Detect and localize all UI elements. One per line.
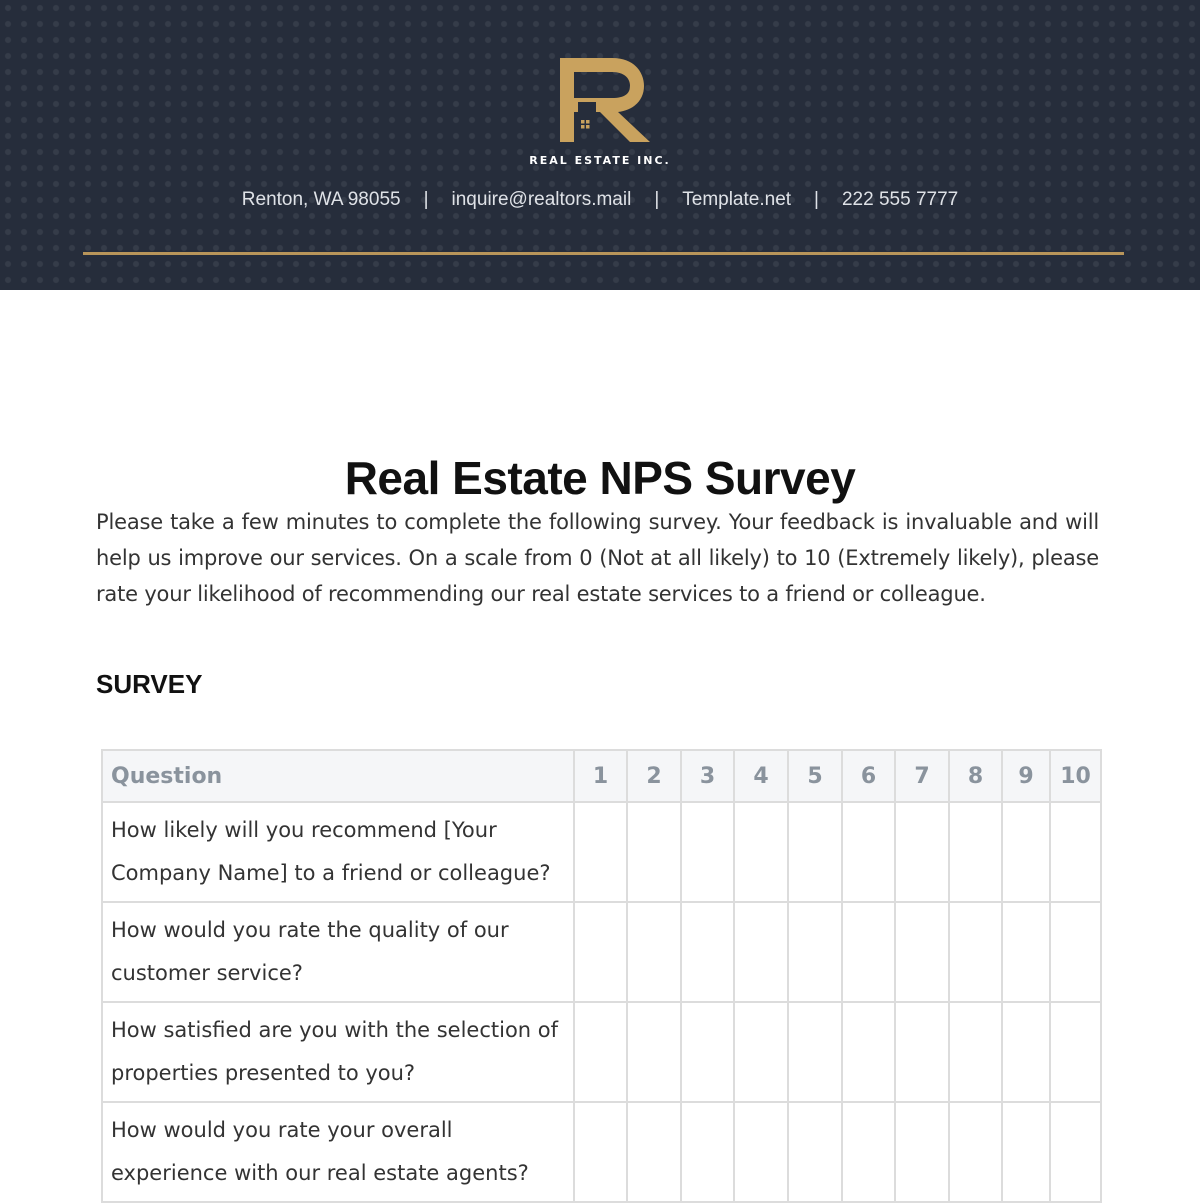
- score-header: 9: [1002, 750, 1050, 802]
- rating-cell[interactable]: [1002, 1102, 1050, 1202]
- score-header: 5: [788, 750, 842, 802]
- intro-paragraph: Please take a few minutes to complete the following survey. Your feedback is invaluable and will help us improve our services. On a scale from 0 (Not at all likely) to 10 (Extremely likely), please rate your likelihood of recommending our real estate services to a friend or colleague.: [96, 510, 1099, 606]
- rating-cell[interactable]: [949, 902, 1002, 1002]
- address-text: Renton, WA 98055: [241, 189, 401, 210]
- question-column-header: Question: [102, 750, 574, 802]
- score-header: 4: [734, 750, 788, 802]
- separator: |: [814, 189, 819, 210]
- rating-cell[interactable]: [842, 802, 895, 902]
- rating-cell[interactable]: [788, 802, 842, 902]
- rating-cell[interactable]: [734, 1002, 788, 1102]
- rating-cell[interactable]: [627, 802, 681, 902]
- rating-cell[interactable]: [681, 902, 734, 1002]
- rating-cell[interactable]: [895, 1102, 949, 1202]
- rating-cell[interactable]: [734, 902, 788, 1002]
- rating-cell[interactable]: [734, 802, 788, 902]
- score-header: 6: [842, 750, 895, 802]
- page-header: [0, 0, 1200, 290]
- rating-cell[interactable]: [1050, 902, 1101, 1002]
- rating-cell[interactable]: [627, 1102, 681, 1202]
- question-text: How satisfied are you with the selection of properties presented to you?: [102, 1002, 574, 1102]
- page-title: Real Estate NPS Survey: [344, 451, 856, 504]
- rating-cell[interactable]: [949, 1102, 1002, 1202]
- contact-info: [0, 186, 1200, 214]
- rating-cell[interactable]: [895, 802, 949, 902]
- table-header-row: [102, 750, 1101, 802]
- rating-cell[interactable]: [681, 1002, 734, 1102]
- rating-cell[interactable]: [574, 1002, 627, 1102]
- rating-cell[interactable]: [842, 1002, 895, 1102]
- rating-cell[interactable]: [1002, 802, 1050, 902]
- table-row: [102, 902, 1101, 1002]
- rating-cell[interactable]: [949, 1002, 1002, 1102]
- rating-cell[interactable]: [681, 1102, 734, 1202]
- score-header: 1: [574, 750, 627, 802]
- header-divider: [83, 252, 1124, 255]
- r-house-logo-icon: [556, 56, 652, 144]
- score-header: 8: [949, 750, 1002, 802]
- website-link[interactable]: Template.net: [682, 189, 792, 210]
- separator: |: [423, 189, 429, 210]
- rating-cell[interactable]: [788, 1002, 842, 1102]
- question-text: How would you rate the quality of our customer service?: [102, 902, 574, 1002]
- score-header: 2: [627, 750, 681, 802]
- table-row: [102, 1102, 1101, 1202]
- rating-cell[interactable]: [1050, 802, 1101, 902]
- rating-cell[interactable]: [842, 1102, 895, 1202]
- section-heading: SURVEY: [96, 669, 203, 699]
- table-row: [102, 802, 1101, 902]
- separator: |: [654, 189, 660, 210]
- rating-cell[interactable]: [574, 902, 627, 1002]
- rating-cell[interactable]: [574, 802, 627, 902]
- rating-cell[interactable]: [627, 902, 681, 1002]
- score-header: 10: [1050, 750, 1101, 802]
- score-header: 7: [895, 750, 949, 802]
- rating-cell[interactable]: [788, 1102, 842, 1202]
- company-name: REAL ESTATE INC.: [529, 154, 671, 167]
- question-text: How would you rate your overall experience with our real estate agents?: [102, 1102, 574, 1202]
- phone-number: 222 555 7777: [841, 189, 959, 210]
- table-row: [102, 1002, 1101, 1102]
- rating-cell[interactable]: [574, 1102, 627, 1202]
- rating-cell[interactable]: [1002, 1002, 1050, 1102]
- rating-cell[interactable]: [1002, 902, 1050, 1002]
- rating-cell[interactable]: [681, 802, 734, 902]
- rating-cell[interactable]: [1050, 1002, 1101, 1102]
- survey-table: [101, 749, 1102, 1203]
- rating-cell[interactable]: [842, 902, 895, 1002]
- rating-cell[interactable]: [1050, 1102, 1101, 1202]
- rating-cell[interactable]: [895, 1002, 949, 1102]
- question-text: How likely will you recommend [Your Company Name] to a friend or colleague?: [102, 802, 574, 902]
- rating-cell[interactable]: [734, 1102, 788, 1202]
- rating-cell[interactable]: [788, 902, 842, 1002]
- rating-cell[interactable]: [627, 1002, 681, 1102]
- email-link[interactable]: inquire@realtors.mail: [451, 189, 632, 210]
- rating-cell[interactable]: [895, 902, 949, 1002]
- rating-cell[interactable]: [949, 802, 1002, 902]
- score-header: 3: [681, 750, 734, 802]
